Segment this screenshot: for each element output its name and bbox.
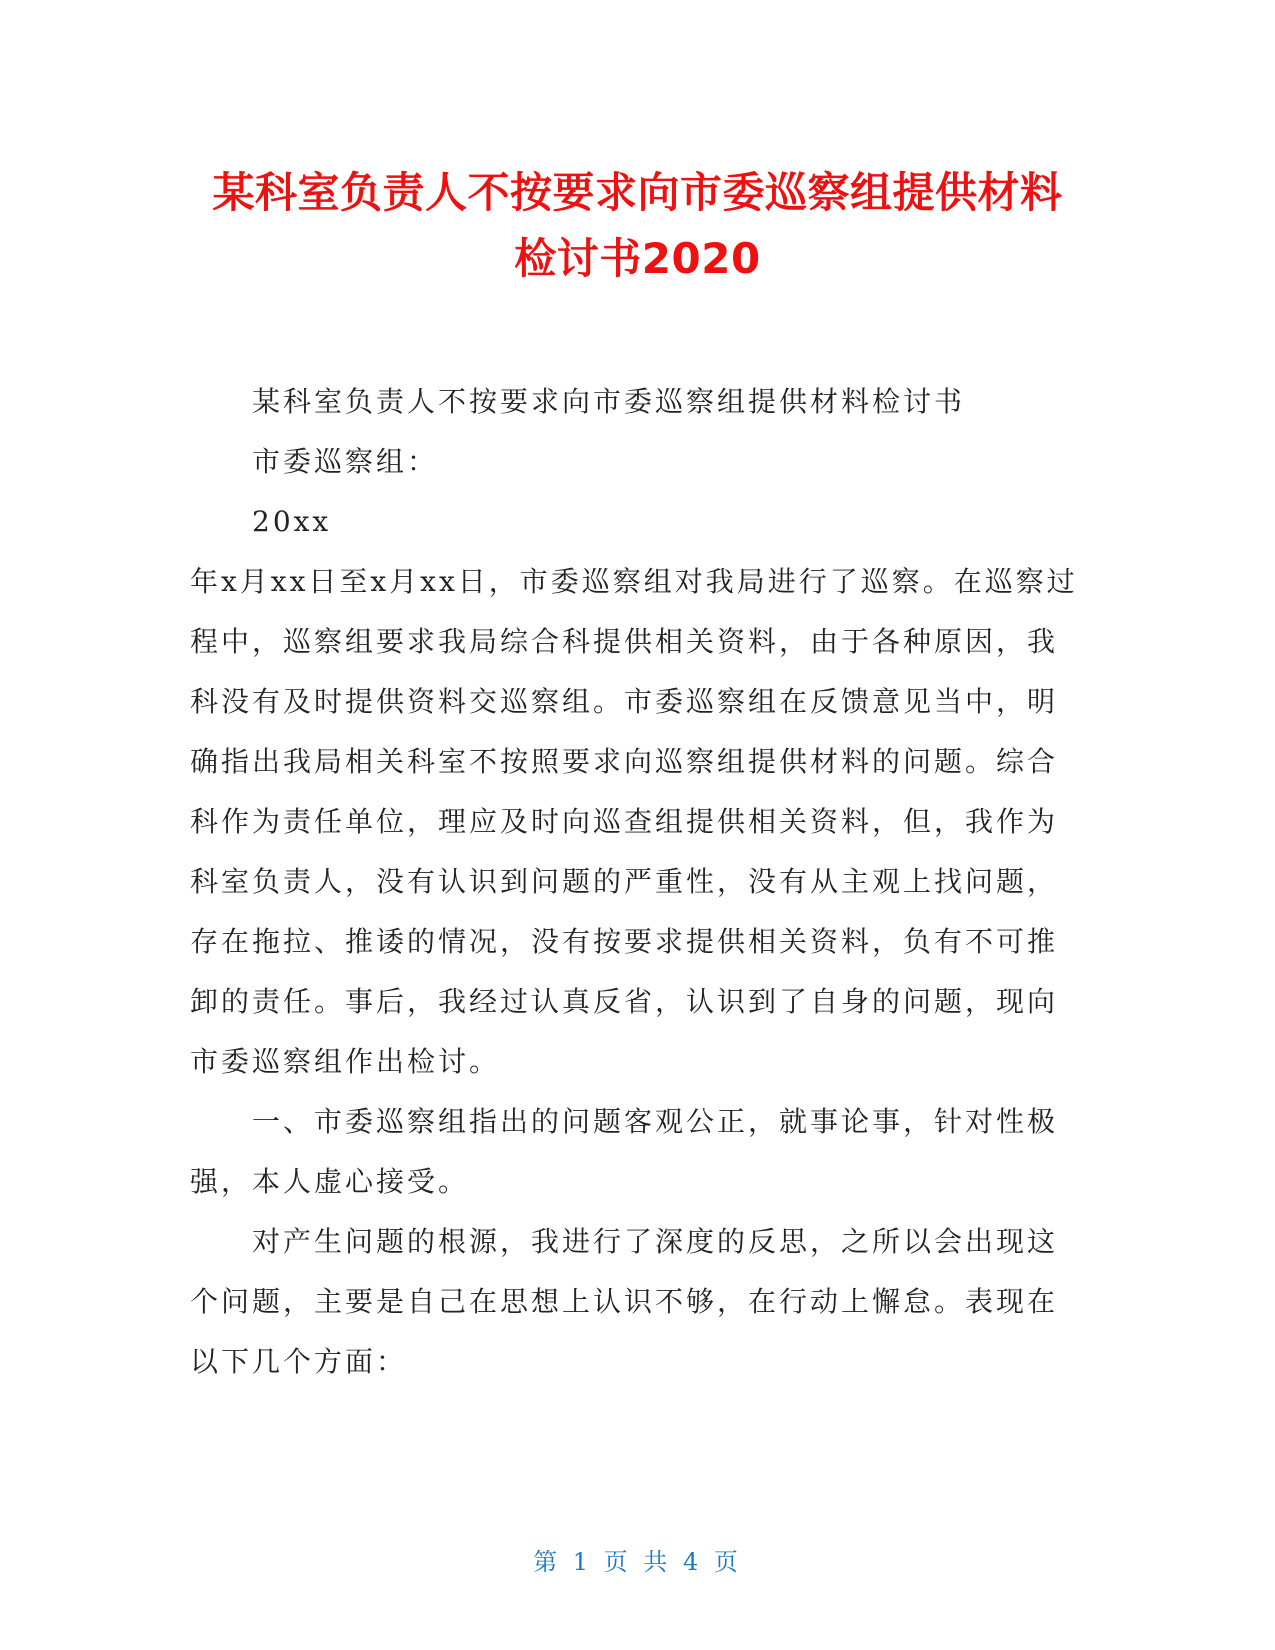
- paragraph-line: 以下几个方面：: [190, 1345, 408, 1378]
- paragraph-main: [190, 552, 1078, 1092]
- paragraph-line: 20xx: [252, 505, 332, 538]
- paragraph-line: 科作为责任单位，理应及时向巡查组提供相关资料，但，我作为: [190, 805, 1059, 838]
- paragraph-line: 某科室负责人不按要求向市委巡察组提供材料检讨书: [252, 385, 966, 418]
- paragraph-line: 市委巡察组作出检讨。: [190, 1045, 501, 1078]
- paragraph-point-one: [190, 1092, 1070, 1212]
- document-body: [190, 372, 1078, 1392]
- paragraph-line: 个问题，主要是自己在思想上认识不够，在行动上懈怠。表现在: [190, 1285, 1059, 1318]
- paragraph-line: 存在拖拉、推诿的情况，没有按要求提供相关资料，负有不可推: [190, 925, 1059, 958]
- paragraph-year: [190, 492, 1070, 552]
- paragraph-salutation: [190, 432, 1070, 492]
- title-line-2: 检讨书2020: [514, 234, 761, 283]
- paragraph-reflection: [190, 1212, 1070, 1392]
- paragraph-line: 程中，巡察组要求我局综合科提供相关资料，由于各种原因，我: [190, 625, 1059, 658]
- paragraph-line: 科室负责人，没有认识到问题的严重性，没有从主观上找问题，: [190, 865, 1059, 898]
- paragraph-line: 科没有及时提供资料交巡察组。市委巡察组在反馈意见当中，明: [190, 685, 1059, 718]
- page-footer: 第 1 页 共 4 页: [533, 1548, 742, 1576]
- paragraph-heading: [190, 372, 1070, 432]
- paragraph-line: 市委巡察组：: [252, 445, 439, 478]
- document-title: [160, 160, 1115, 292]
- paragraph-line: 对产生问题的根源，我进行了深度的反思，之所以会出现这: [252, 1225, 1059, 1258]
- paragraph-line: 确指出我局相关科室不按照要求向巡察组提供材料的问题。综合: [190, 745, 1059, 778]
- paragraph-line: 卸的责任。事后，我经过认真反省，认识到了自身的问题，现向: [190, 985, 1059, 1018]
- title-line-1: 某科室负责人不按要求向市委巡察组提供材料: [212, 168, 1063, 217]
- paragraph-line: 一、市委巡察组指出的问题客观公正，就事论事，针对性极: [252, 1105, 1059, 1138]
- paragraph-line: 年x月xx日至x月xx日，市委巡察组对我局进行了巡察。在巡察过: [190, 565, 1078, 598]
- paragraph-line: 强，本人虚心接受。: [190, 1165, 470, 1198]
